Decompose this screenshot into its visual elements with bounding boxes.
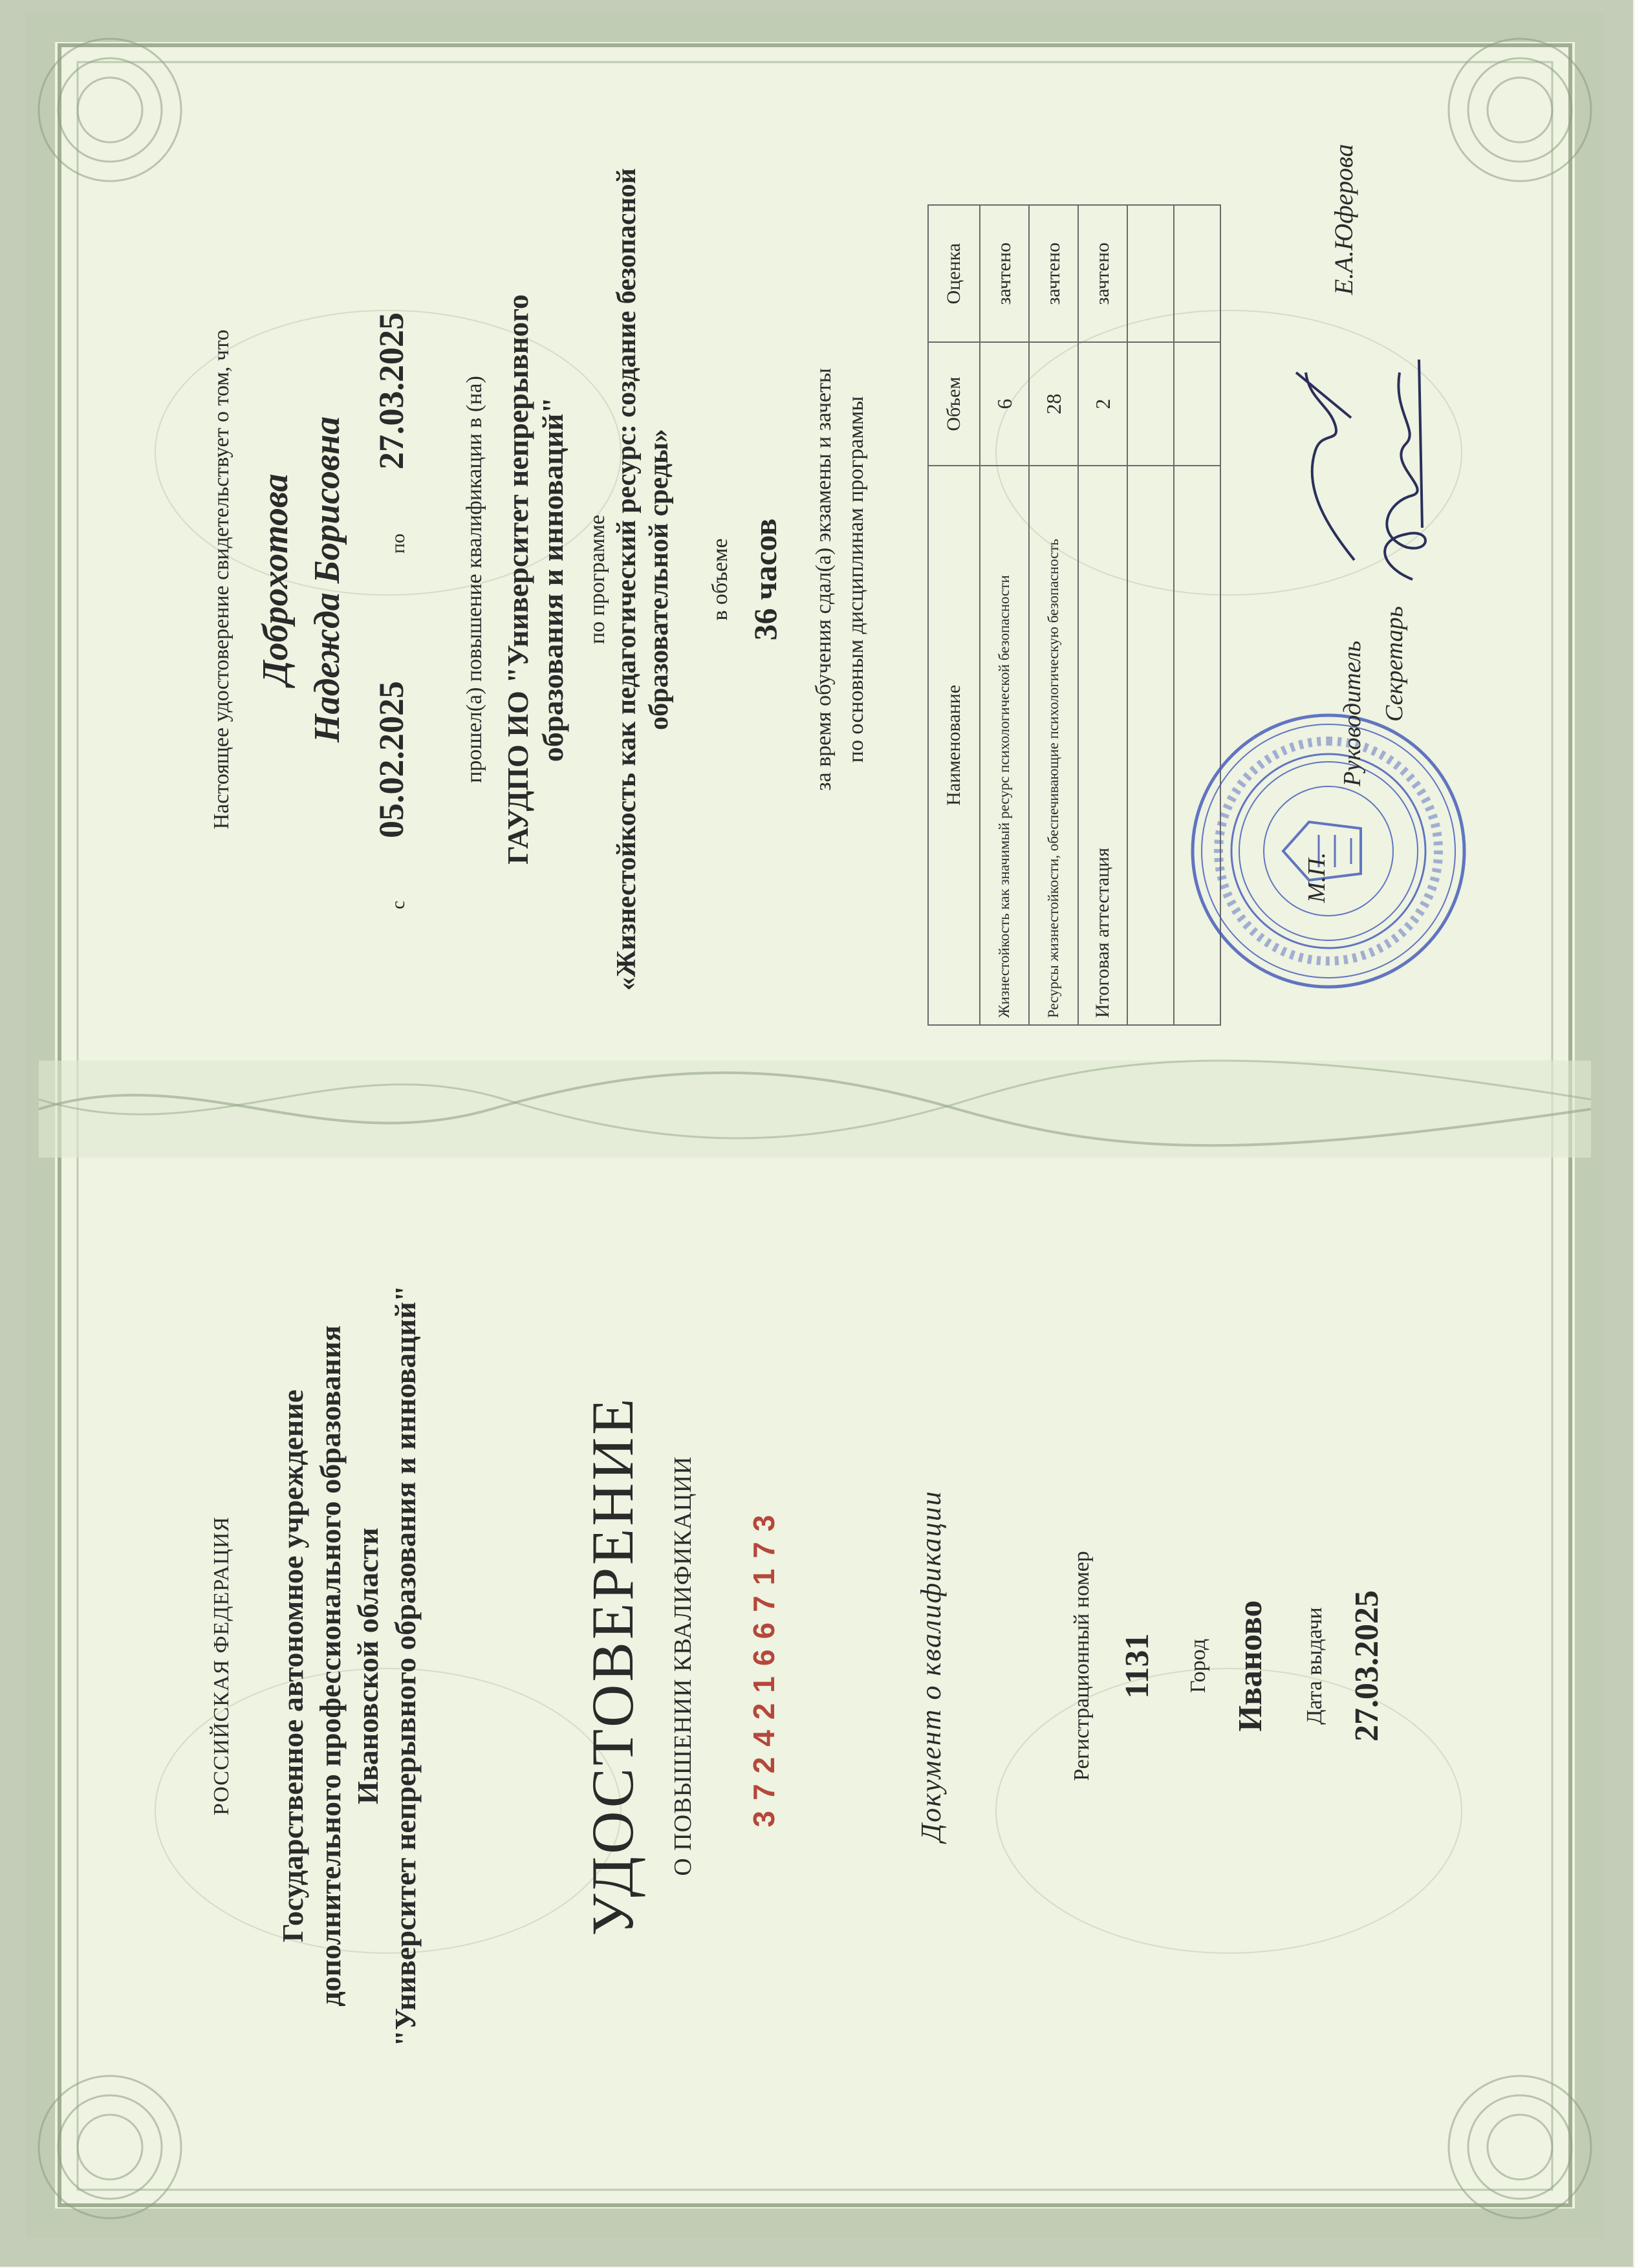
document-subtitle: О ПОВЫШЕНИИ КВАЛИФИКАЦИИ [669, 1456, 697, 1876]
header-volume: Объем [928, 342, 980, 465]
date-to-label: по [387, 533, 409, 554]
row-name: Жизнестойкость как значимый ресурс психологической безопасности [980, 466, 1029, 1025]
issue-date: 27.03.2025 [1348, 1590, 1385, 1742]
org-name [501, 36, 570, 1123]
content-panel [61, 36, 1542, 1123]
row-grade: зачтено [1029, 205, 1078, 342]
date-to: 27.03.2025 [372, 312, 411, 470]
certificate-sheet [61, 36, 1542, 2209]
header-grade: Оценка [928, 205, 980, 342]
country-label: РОССИЙСКАЯ ФЕДЕРАЦИЯ [210, 1516, 233, 1816]
head-label: Руководитель [1339, 640, 1366, 786]
intro-text: Настоящее удостоверение свидетельствует о том, что [210, 329, 233, 830]
head-signature [1290, 334, 1367, 567]
row-name: Итоговая аттестация [1078, 466, 1127, 1025]
row-volume: 6 [980, 342, 1029, 465]
row-volume: 28 [1029, 342, 1078, 465]
secretary-label: Секретарь [1381, 606, 1408, 722]
grades-table [927, 204, 1221, 1026]
program-title [611, 36, 675, 1123]
row-volume: 2 [1078, 342, 1127, 465]
serial-number: 372421667173 [747, 1504, 781, 1828]
date-from-label: с [387, 900, 409, 909]
issuer-block [274, 1123, 424, 2209]
city: Иваново [1232, 1600, 1269, 1732]
reg-number: 1131 [1119, 1633, 1156, 1699]
passed-text: прошел(а) повышение квалификации в (на) [462, 376, 486, 783]
program-line-1: «Жизнестойкость как педагогический ресурс: создание безопасной [612, 168, 642, 991]
exams-line-1: за время обучения сдал(а) экзамены и зачеты [812, 368, 836, 791]
exams-line-2: по основным дисциплинам программы [844, 396, 868, 763]
issuer-line-2: дополнительного профессионального образования [314, 1325, 347, 2007]
holder-surname: Доброхотова [255, 473, 296, 686]
volume-label: в объеме [708, 538, 732, 621]
row-grade: зачтено [980, 205, 1029, 342]
stamp-label: М.П. [1303, 852, 1330, 903]
row-grade: зачтено [1078, 205, 1127, 342]
head-name: Е.А.Юферова [1329, 144, 1358, 295]
table-row-empty [1127, 205, 1174, 1025]
date-from: 05.02.2025 [372, 681, 411, 838]
issuer-line-4: "Университет непрерывного образования и инноваций" [389, 1285, 422, 2047]
table-row [1078, 205, 1127, 1025]
program-line-2: образовательной среды» [644, 429, 674, 730]
document-type: Документ о квалификации [915, 1490, 947, 1842]
org-name-line-2: образования и инноваций" [536, 396, 569, 762]
org-name-line-1: ГАУДПО ИО "Университет непрерывного [501, 294, 534, 865]
table-row [1029, 205, 1078, 1025]
program-label: по программе [585, 514, 609, 645]
row-name: Ресурсы жизнестойкости, обеспечивающие психологическую безопасность [1029, 466, 1078, 1025]
header-name: Наименование [928, 466, 980, 1025]
issue-date-label: Дата выдачи [1303, 1607, 1326, 1725]
table-row [980, 205, 1029, 1025]
document-title: УДОСТОВЕРЕНИЕ [579, 1396, 645, 1936]
official-stamp [1186, 709, 1471, 993]
volume-hours: 36 часов [747, 518, 783, 641]
issuer-line-3: Ивановской области [351, 1528, 384, 1804]
secretary-signature [1361, 347, 1451, 592]
reg-number-label: Регистрационный номер [1070, 1551, 1094, 1781]
city-label: Город [1186, 1639, 1210, 1693]
issuer-line-1: Государственное автономное учреждение [276, 1389, 309, 1943]
holder-name: Надежда Борисовна [307, 416, 347, 743]
table-header-row [928, 205, 980, 1025]
cover-panel [61, 1123, 1542, 2209]
